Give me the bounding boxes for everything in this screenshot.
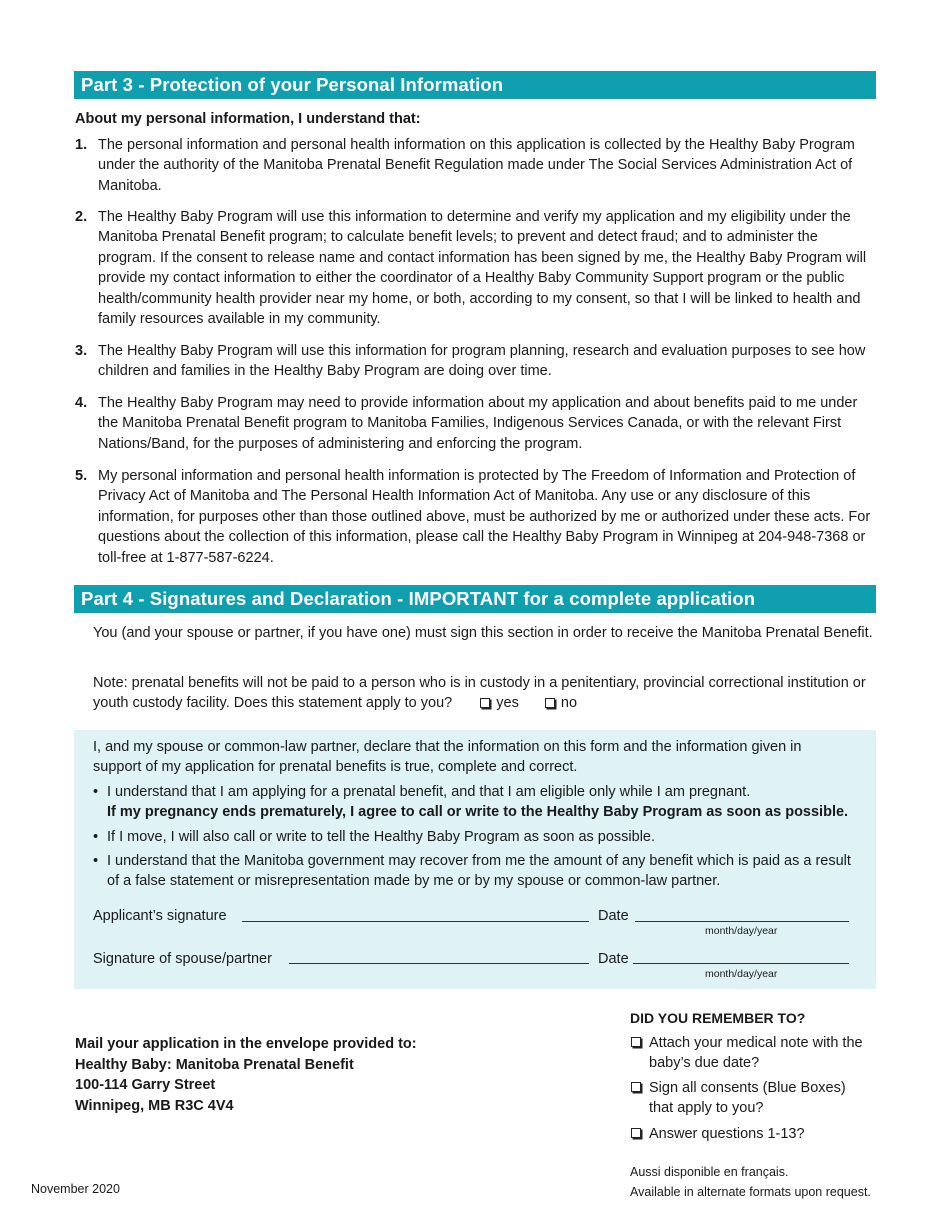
mail-line: Healthy Baby: Manitoba Prenatal Benefit: [75, 1056, 354, 1073]
spouse-date-format: month/day/year: [705, 968, 778, 980]
spouse-date-label: Date: [598, 951, 629, 967]
item-text: The Healthy Baby Program will use this information to determine and verify my application and my eligibility under the Manitoba Prenatal Benefit program; to calculate benefit levels; to prevent and detect fraud; and to administer the program. If the consent to release name and contact information has been signed by me, the Healthy Baby Program will provide my contact information to either the coordinator of a Healthy Baby Community Support program or the public health/community health provider near my home, or both, according to my consent, so that I will be linked to health and family resources available in my community.: [98, 209, 867, 328]
applicant-signature-field[interactable]: [242, 921, 589, 922]
item-number: 4.: [75, 395, 88, 411]
bullet-icon: •: [93, 784, 99, 800]
checkbox-square-icon: [631, 1082, 641, 1092]
remember-title: DID YOU REMEMBER TO?: [630, 1010, 806, 1026]
custody-note-text: Note: prenatal benefits will not be paid to a person who is in custody in a penitentiary, provincial correctional institution or youth custody facility. Does this statement apply to you?: [93, 675, 866, 712]
part3-intro: About my personal information, I understand that:: [75, 111, 421, 127]
item-text: The Healthy Baby Program may need to provide information about my application and about benefits paid to me under the Manitoba Prenatal Benefit program to Manitoba Families, Indigenous Services Canada, or with the relevant First Nations/Band, for the purposes of administering and enforcing the program.: [98, 395, 858, 452]
footer-date: November 2020: [31, 1182, 120, 1196]
checkbox-square-icon: [480, 698, 490, 708]
remember-item-text: Answer questions 1-13?: [649, 1126, 805, 1142]
mailing-address: [75, 1034, 417, 1116]
item-text: The personal information and personal health information on this application is collected by the Healthy Baby Program under the authority of the Manitoba Prenatal Benefit Regulation made under The Social Services Administration Act of Manitoba.: [98, 137, 855, 194]
part3-heading: Part 3 - Protection of your Personal Information: [74, 71, 876, 99]
mail-line: 100-114 Garry Street: [75, 1077, 216, 1093]
no-checkbox[interactable]: [545, 695, 577, 711]
checkbox-square-icon: [545, 698, 555, 708]
list-item: [75, 135, 877, 196]
remember-item-text: Sign all consents (Blue Boxes) that apply to you?: [649, 1080, 846, 1117]
no-label: no: [560, 695, 578, 712]
footer-availability: [630, 1162, 871, 1202]
checkbox-square-icon: [631, 1037, 641, 1047]
alternate-formats: Available in alternate formats upon request.: [630, 1185, 871, 1199]
item-text: My personal information and personal health information is protected by The Freedom of Information and Protection of Privacy Act of Manitoba and The Personal Health Information Act of Manitoba. Any use or any disclosure of this information, for purposes other than those outlined above, must be authorized by me or authorized under these acts. For questions about the collection of this information, please call the Healthy Baby Program in Winnipeg at 204-948-7368 or toll-free at 1-877-587-6224.: [98, 468, 871, 566]
bullet-bold-text: If my pregnancy ends prematurely, I agree to call or write to the Healthy Baby Program as soon as possible.: [107, 804, 849, 821]
spouse-signature-field[interactable]: [289, 963, 589, 964]
applicant-date-label: Date: [598, 908, 629, 924]
checkbox-square-icon: [631, 1128, 641, 1138]
remember-item[interactable]: [630, 1033, 870, 1074]
item-number: 3.: [75, 343, 88, 359]
bullet-icon: •: [93, 829, 99, 845]
bullet-icon: •: [93, 853, 99, 869]
remember-item[interactable]: [630, 1124, 870, 1144]
list-item: [75, 393, 877, 454]
item-number: 2.: [75, 209, 88, 225]
remember-item-text: Attach your medical note with the baby’s due date?: [649, 1035, 863, 1072]
french-availability: Aussi disponible en français.: [630, 1165, 789, 1179]
list-item: [93, 851, 863, 892]
mail-line: Winnipeg, MB R3C 4V4: [75, 1097, 234, 1114]
list-item: [75, 207, 877, 329]
applicant-date-format: month/day/year: [705, 925, 778, 937]
list-item: [75, 466, 877, 568]
mail-line: Mail your application in the envelope provided to:: [75, 1036, 417, 1052]
list-item: [75, 341, 877, 382]
spouse-signature-label: Signature of spouse/partner: [93, 951, 272, 967]
sign-note: You (and your spouse or partner, if you have one) must sign this section in order to receive the Manitoba Prenatal Benefit.: [93, 625, 873, 641]
applicant-signature-label: Applicant’s signature: [93, 908, 227, 924]
item-number: 1.: [75, 137, 88, 153]
part4-heading: Part 4 - Signatures and Declaration - IMPORTANT for a complete application: [74, 585, 876, 613]
bullet-text: I understand that the Manitoba government may recover from me the amount of any benefit which is paid as a result of a false statement or misrepresentation made by me or by my spouse or common-law partner.: [107, 853, 851, 890]
bullet-text: If I move, I will also call or write to tell the Healthy Baby Program as soon as possible.: [107, 829, 656, 845]
list-item: [93, 827, 863, 847]
custody-note: [93, 673, 873, 714]
item-number: 5.: [75, 468, 88, 484]
item-text: The Healthy Baby Program will use this information for program planning, research and evaluation purposes to see how children and families in the Healthy Baby Program are doing over time.: [98, 343, 866, 380]
yes-label: yes: [496, 695, 519, 712]
spouse-date-field[interactable]: [633, 963, 849, 964]
declaration-text: I, and my spouse or common-law partner, declare that the information on this form and the information given in support of my application for prenatal benefits is true, complete and correct.: [93, 739, 802, 776]
list-item: [93, 782, 863, 823]
yes-checkbox[interactable]: [480, 695, 523, 711]
remember-item[interactable]: [630, 1078, 870, 1119]
applicant-date-field[interactable]: [635, 921, 849, 922]
bullet-text: I understand that I am applying for a prenatal benefit, and that I am eligible only while I am pregnant.: [107, 784, 751, 800]
